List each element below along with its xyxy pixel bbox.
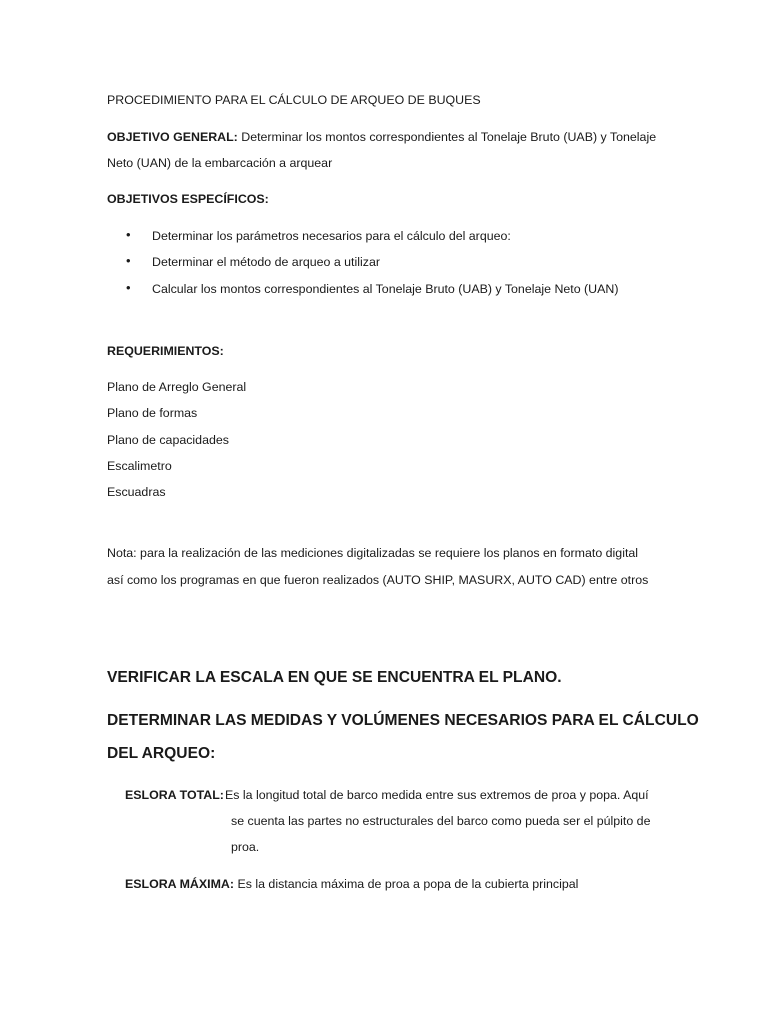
eslora-total-line3: proa. [231, 840, 260, 854]
nota-line1: Nota: para la realización de las mediciones digitalizadas se requiere los planos en formato digital [107, 546, 639, 560]
requerimiento-item: Escuadras [107, 485, 166, 499]
eslora-total-line2: se cuenta las partes no estructurales del barco como pueda ser el púlpito de [231, 814, 651, 828]
bullet-icon: • [126, 253, 131, 268]
nota-line2: así como los programas en que fueron realizados (AUTO SHIP, MASURX, AUTO CAD) entre otros [107, 573, 649, 587]
objetivo-general-label: OBJETIVO GENERAL: [107, 130, 238, 144]
objetivo-general-line2: Neto (UAN) de la embarcación a arquear [107, 156, 333, 170]
heading-escala: VERIFICAR LA ESCALA EN QUE SE ENCUENTRA EL PLANO. [107, 669, 562, 686]
list-item: Determinar los parámetros necesarios para el cálculo del arqueo: [152, 229, 511, 243]
heading-medidas-line2: DEL ARQUEO: [107, 745, 216, 762]
list-item: Calcular los montos correspondientes al Tonelaje Bruto (UAB) y Tonelaje Neto (UAN) [152, 282, 619, 296]
requerimiento-item: Plano de formas [107, 406, 198, 420]
list-item: Determinar el método de arqueo a utilizar [152, 255, 380, 269]
eslora-total-line1: Es la longitud total de barco medida entre sus extremos de proa y popa. Aquí [225, 788, 649, 802]
eslora-maxima-text: Es la distancia máxima de proa a popa de la cubierta principal [234, 877, 579, 891]
objetivo-general-text: Determinar los montos correspondientes al Tonelaje Bruto (UAB) y Tonelaje [237, 130, 657, 144]
eslora-maxima-line [125, 876, 578, 892]
requerimientos-heading: REQUERIMIENTOS: [107, 344, 224, 358]
heading-medidas-line1: DETERMINAR LAS MEDIDAS Y VOLÚMENES NECESARIOS PARA EL CÁLCULO [107, 712, 699, 729]
eslora-total-label: ESLORA TOTAL: [125, 788, 224, 802]
objetivos-especificos-heading: OBJETIVOS ESPECÍFICOS: [107, 192, 269, 206]
bullet-icon: • [126, 227, 131, 242]
eslora-maxima-label: ESLORA MÁXIMA: [125, 877, 234, 891]
document-title: PROCEDIMIENTO PARA EL CÁLCULO DE ARQUEO DE BUQUES [107, 93, 481, 107]
objetivo-general-line1 [107, 129, 656, 145]
requerimiento-item: Plano de capacidades [107, 433, 229, 447]
bullet-icon: • [126, 280, 131, 295]
requerimiento-item: Escalimetro [107, 459, 172, 473]
requerimiento-item: Plano de Arreglo General [107, 380, 247, 394]
